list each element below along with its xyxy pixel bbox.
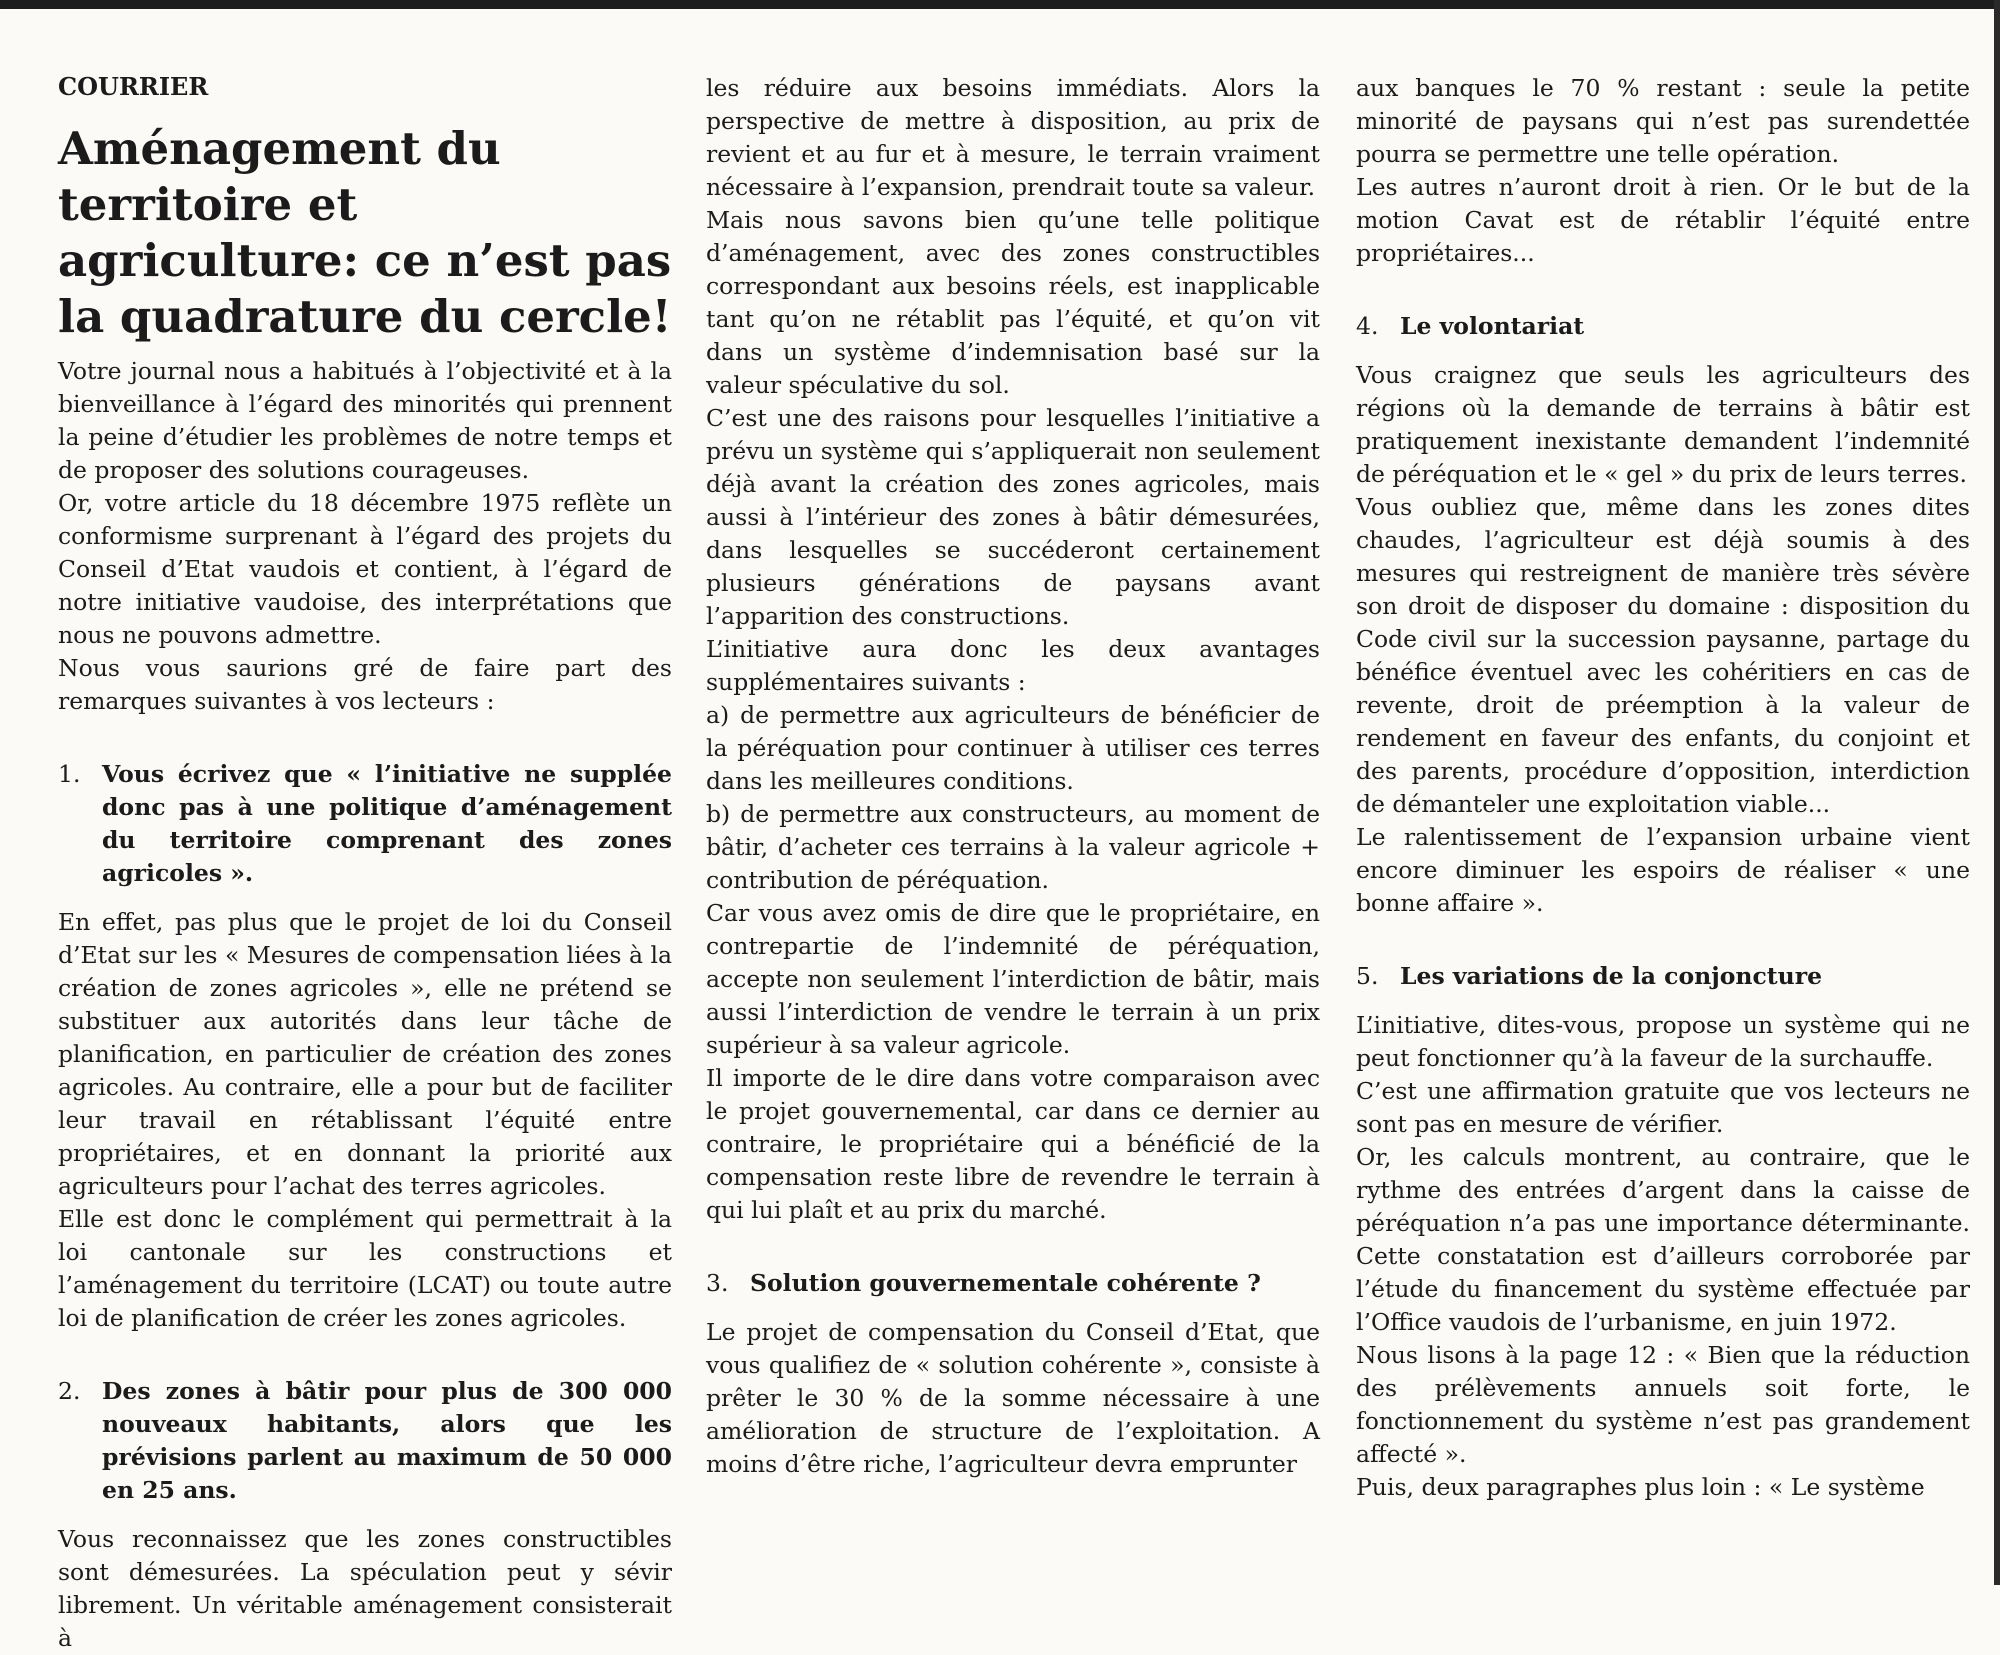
section-title: Solution gouvernementale cohérente ? (750, 1269, 1261, 1297)
section-number: 3. (706, 1269, 729, 1297)
paragraph: Les autres n’auront droit à rien. Or le but de la motion Cavat est de rétablir l’équité entre propriétaires... (1356, 173, 1970, 267)
paragraph: Vous oubliez que, même dans les zones dites chaudes, l’agriculteur est déjà soumis à des mesures qui restreignent de manière très sévère son droit de disposer du domaine : disposition du Code civil sur la succession paysanne, partage du bénéfice éventuel avec les cohéritiers en cas de revente, droit de préemption à la valeur de rendement en faveur des enfants, du conjoint et des parents, procédure d’opposition, interdiction de démanteler une exploitation viable... (1356, 493, 1970, 818)
paragraph: Nous vous saurions gré de faire part des remarques suivantes à vos lecteurs : (58, 654, 672, 715)
paragraph: Nous lisons à la page 12 : « Bien que la réduction des prélèvements annuels soit forte, le fonctionnement du système n’est pas grandement affecté ». (1356, 1341, 1970, 1468)
article-headline: Aménagement du territoire et agriculture: ce n’est pas la quadrature du cercle! (58, 122, 672, 343)
paragraph: les réduire aux besoins immédiats. Alors la perspective de mettre à disposition, au prix de revient et au fur et à mesure, le terrain vraiment nécessaire à l’expansion, prendrait toute sa valeur. (706, 74, 1320, 201)
paragraph: Or, les calculs montrent, au contraire, que le rythme des entrées d’argent dans la caisse de péréquation n’a pas une importance déterminante. Cette constatation est d’ailleurs corroborée par l’étude du financement du système effectuée par l’Office vaudois de l’urbanisme, en juin 1972. (1356, 1143, 1970, 1336)
paragraph: L’initiative aura donc les deux avantages supplémentaires suivants : (706, 635, 1320, 696)
column-2 (706, 72, 1320, 1481)
paragraph: Or, votre article du 18 décembre 1975 reflète un conformisme surprenant à l’égard des projets du Conseil d’Etat vaudois et contient, à l’égard de notre initiative vaudoise, des interprétations que nous ne pouvons admettre. (58, 489, 672, 649)
paragraph: Vous reconnaissez que les zones constructibles sont démesurées. La spéculation peut y sévir librement. Un véritable aménagement consisterait à (58, 1525, 672, 1652)
paragraph: En effet, pas plus que le projet de loi du Conseil d’Etat sur les « Mesures de compensation liées à la création de zones agricoles », elle ne prétend se substituer aux autorités dans leur tâche de planification, en particulier de création des zones agricoles. Au contraire, elle a pour but de faciliter leur travail en rétablissant l’équité entre propriétaires, et en donnant la priorité aux agriculteurs pour l’achat des terres agricoles. (58, 908, 672, 1200)
section-heading-2 (58, 1375, 672, 1507)
column-3 (1356, 72, 1970, 1504)
section-title: Le volontariat (1400, 312, 1585, 340)
paragraph: Le projet de compensation du Conseil d’Etat, que vous qualifiez de « solution cohérente », consiste à prêter le 30 % de la somme nécessaire à une amélioration de structure de l’exploitation. A moins d’être riche, l’agriculteur devra emprunter (706, 1318, 1320, 1478)
paragraph: Vous craignez que seuls les agriculteurs des régions où la demande de terrains à bâtir est pratiquement inexistante demandent l’indemnité de péréquation et le « gel » du prix de leurs terres. (1356, 361, 1970, 488)
section-heading-1 (58, 758, 672, 890)
section-title: Vous écrivez que « l’initiative ne supplée donc pas à une politique d’aménagement du territoire comprenant des zones agricoles ». (102, 760, 672, 887)
paragraph: Puis, deux paragraphes plus loin : « Le système (1356, 1473, 1925, 1501)
section-title: Les variations de la conjoncture (1400, 962, 1823, 990)
paragraph: a) de permettre aux agriculteurs de bénéficier de la péréquation pour continuer à utiliser ces terres dans les meilleures conditions. (706, 701, 1320, 795)
paragraph: Car vous avez omis de dire que le propriétaire, en contrepartie de l’indemnité de péréquation, accepte non seulement l’interdiction de bâtir, mais aussi l’interdiction de vendre le terrain à un prix supérieur à sa valeur agricole. (706, 899, 1320, 1059)
section-number: 2. (58, 1377, 81, 1405)
section-number: 1. (58, 760, 81, 788)
section-title: Des zones à bâtir pour plus de 300 000 nouveaux habitants, alors que les prévisions parlent au maximum de 50 000 en 25 ans. (102, 1377, 672, 1504)
section-heading-3 (706, 1267, 1320, 1300)
paragraph: C’est une des raisons pour lesquelles l’initiative a prévu un système qui s’appliquerait non seulement déjà avant la création des zones agricoles, mais aussi à l’intérieur des zones à bâtir démesurées, dans lesquelles se succéderont certainement plusieurs générations de paysans avant l’apparition des constructions. (706, 404, 1320, 630)
paragraph: aux banques le 70 % restant : seule la petite minorité de paysans qui n’est pas surendettée pourra se permettre une telle opération. (1356, 74, 1970, 168)
rubric-label: COURRIER (58, 72, 209, 101)
section-heading-4 (1356, 310, 1970, 343)
column-1 (58, 70, 672, 1655)
paragraph: C’est une affirmation gratuite que vos lecteurs ne sont pas en mesure de vérifier. (1356, 1077, 1970, 1138)
paragraph: Votre journal nous a habitués à l’objectivité et à la bienveillance à l’égard des minorités qui prennent la peine d’étudier les problèmes de notre temps et de proposer des solutions courageuses. (58, 357, 672, 484)
paragraph: b) de permettre aux constructeurs, au moment de bâtir, d’acheter ces terrains à la valeur agricole + contribution de péréquation. (706, 800, 1320, 894)
page-top-rule (0, 0, 2000, 9)
page-right-edge (1994, 0, 2000, 1585)
paragraph: Le ralentissement de l’expansion urbaine vient encore diminuer les espoirs de réaliser « une bonne affaire ». (1356, 823, 1970, 917)
paragraph: L’initiative, dites-vous, propose un système qui ne peut fonctionner qu’à la faveur de la surchauffe. (1356, 1011, 1970, 1072)
paragraph: Mais nous savons bien qu’une telle politique d’aménagement, avec des zones constructibles correspondant aux besoins réels, est inapplicable tant qu’on ne rétablit pas l’équité, et qu’on vit dans un système d’indemnisation basé sur la valeur spéculative du sol. (706, 206, 1320, 399)
section-number: 4. (1356, 312, 1379, 340)
section-number: 5. (1356, 962, 1379, 990)
paragraph: Il importe de le dire dans votre comparaison avec le projet gouvernemental, car dans ce dernier au contraire, le propriétaire qui a bénéficié de la compensation reste libre de revendre le terrain à qui lui plaît et au prix du marché. (706, 1064, 1320, 1224)
section-heading-5 (1356, 960, 1970, 993)
paragraph: Elle est donc le complément qui permettrait à la loi cantonale sur les constructions et l’aménagement du territoire (LCAT) ou toute autre loi de planification de créer les zones agricoles. (58, 1205, 672, 1332)
